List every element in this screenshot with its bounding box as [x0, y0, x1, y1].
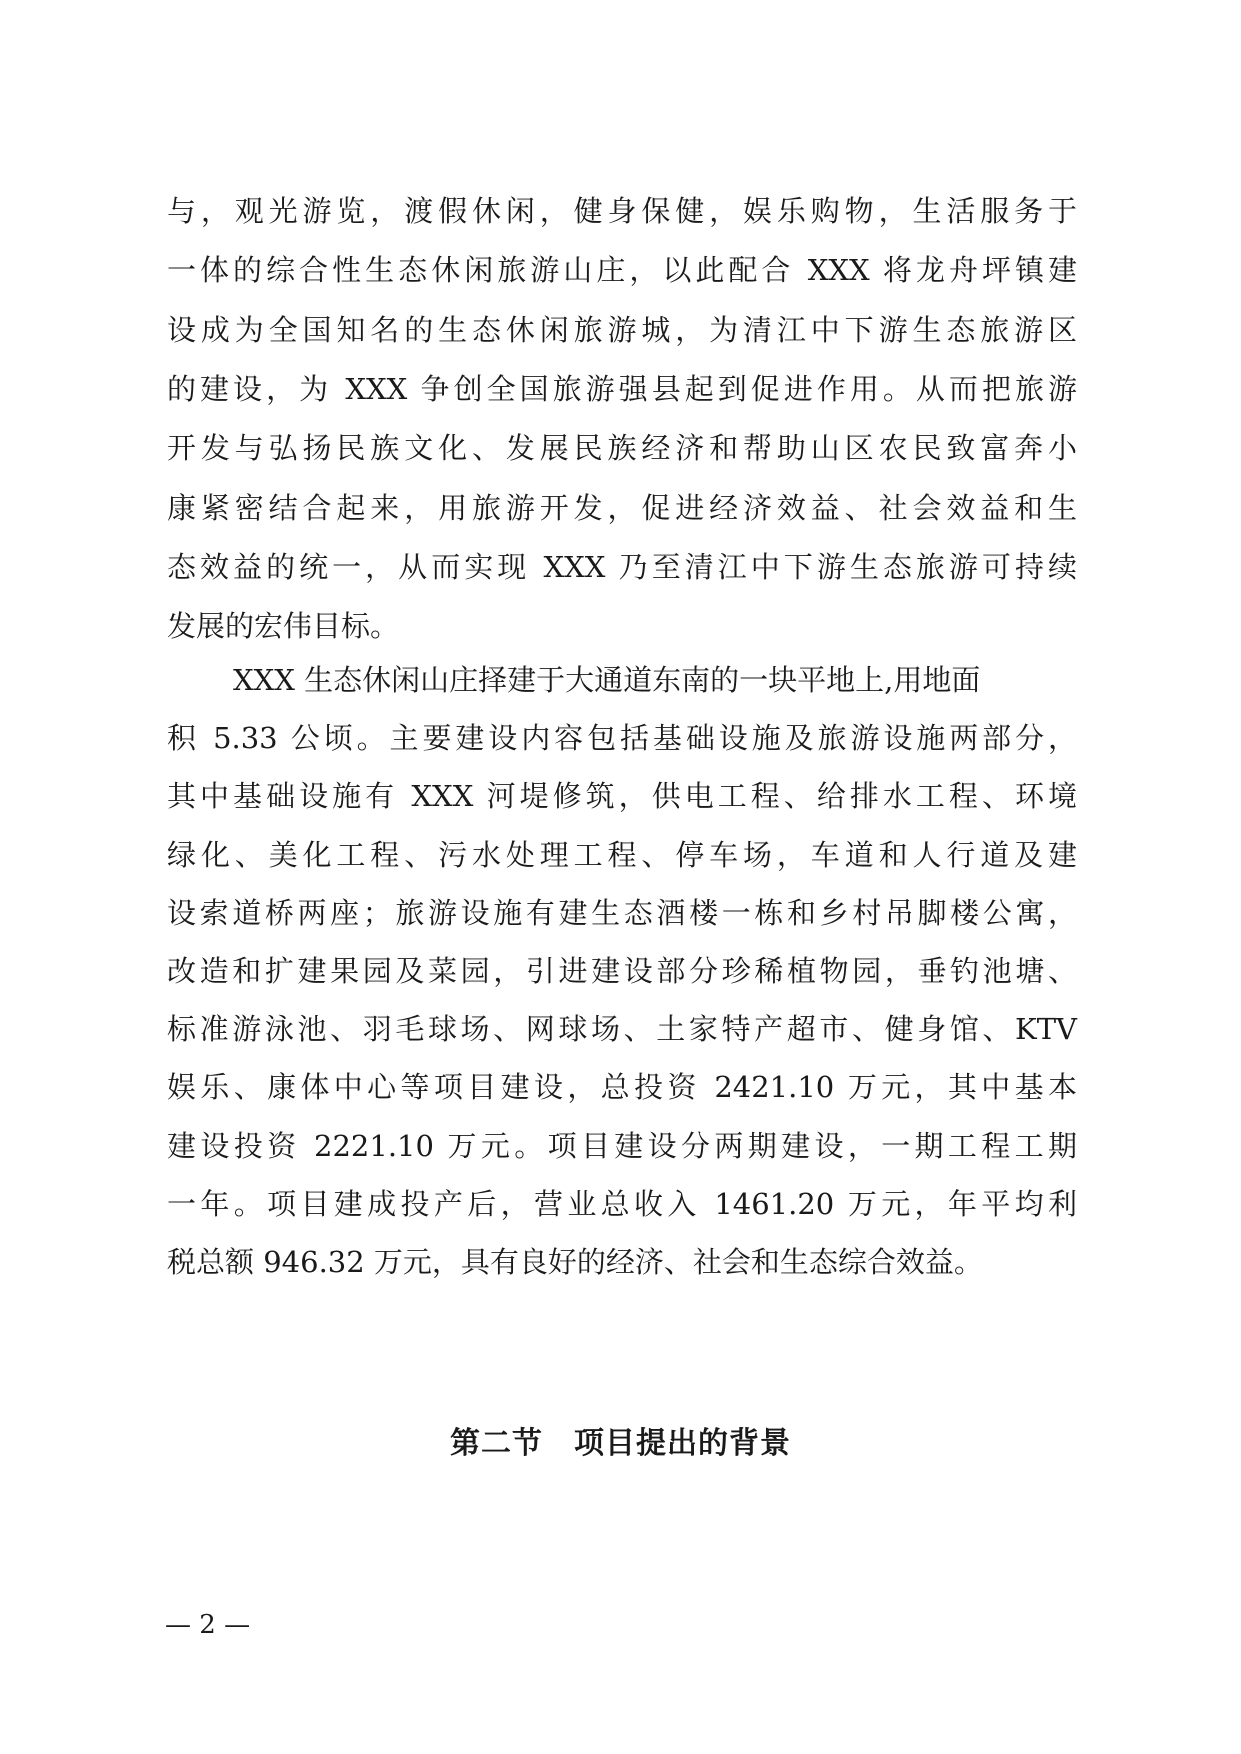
text-line: 设成为全国知名的生态休闲旅游城，为清江中下游生态旅游区: [167, 312, 1077, 347]
text-line: 一年。项目建成投产后，营业总收入 1461.20 万元，年平均利: [167, 1186, 1077, 1221]
page-number: — 2 —: [165, 1610, 251, 1640]
text-line: 康紧密结合起来，用旅游开发，促进经济效益、社会效益和生: [167, 490, 1077, 525]
text-line: 建设投资 2221.10 万元。项目建设分两期建设，一期工程工期: [167, 1128, 1077, 1163]
text-line: 与，观光游览，渡假休闲，健身保健，娱乐购物，生活服务于: [167, 194, 1077, 228]
section-heading: 第二节 项目提出的背景: [450, 1426, 791, 1461]
text-line: 积 5.33 公顷。主要建设内容包括基础设施及旅游设施两部分，: [167, 721, 1077, 756]
text-line: 开发与弘扬民族文化、发展民族经济和帮助山区农民致富奔小: [167, 431, 1077, 466]
text-line: 一体的综合性生态休闲旅游山庄，以此配合 XXX 将龙舟坪镇建: [167, 253, 1077, 288]
text-line: XXX 生态休闲山庄择建于大通道东南的一块平地上,用地面: [233, 663, 981, 697]
text-line: 设索道桥两座；旅游设施有建生态酒楼一栋和乡村吊脚楼公寓，: [167, 895, 1077, 930]
text-line: 税总额 946.32 万元，具有良好的经济、社会和生态综合效益。: [167, 1245, 983, 1279]
text-line: 发展的宏伟目标。: [167, 609, 400, 644]
text-line: 的建设，为 XXX 争创全国旅游强县起到促进作用。从而把旅游: [167, 371, 1077, 406]
text-line: 娱乐、康体中心等项目建设，总投资 2421.10 万元，其中基本: [167, 1070, 1077, 1105]
text-line: 绿化、美化工程、污水处理工程、停车场，车道和人行道及建: [167, 837, 1077, 872]
text-line: 改造和扩建果园及菜园，引进建设部分珍稀植物园，垂钓池塘、: [167, 954, 1077, 988]
text-line: 态效益的统一，从而实现 XXX 乃至清江中下游生态旅游可持续: [167, 549, 1077, 584]
text-line: 其中基础设施有 XXX 河堤修筑，供电工程、给排水工程、环境: [167, 779, 1077, 814]
text-line: 标准游泳池、羽毛球场、网球场、土家特产超市、健身馆、KTV: [167, 1012, 1077, 1047]
